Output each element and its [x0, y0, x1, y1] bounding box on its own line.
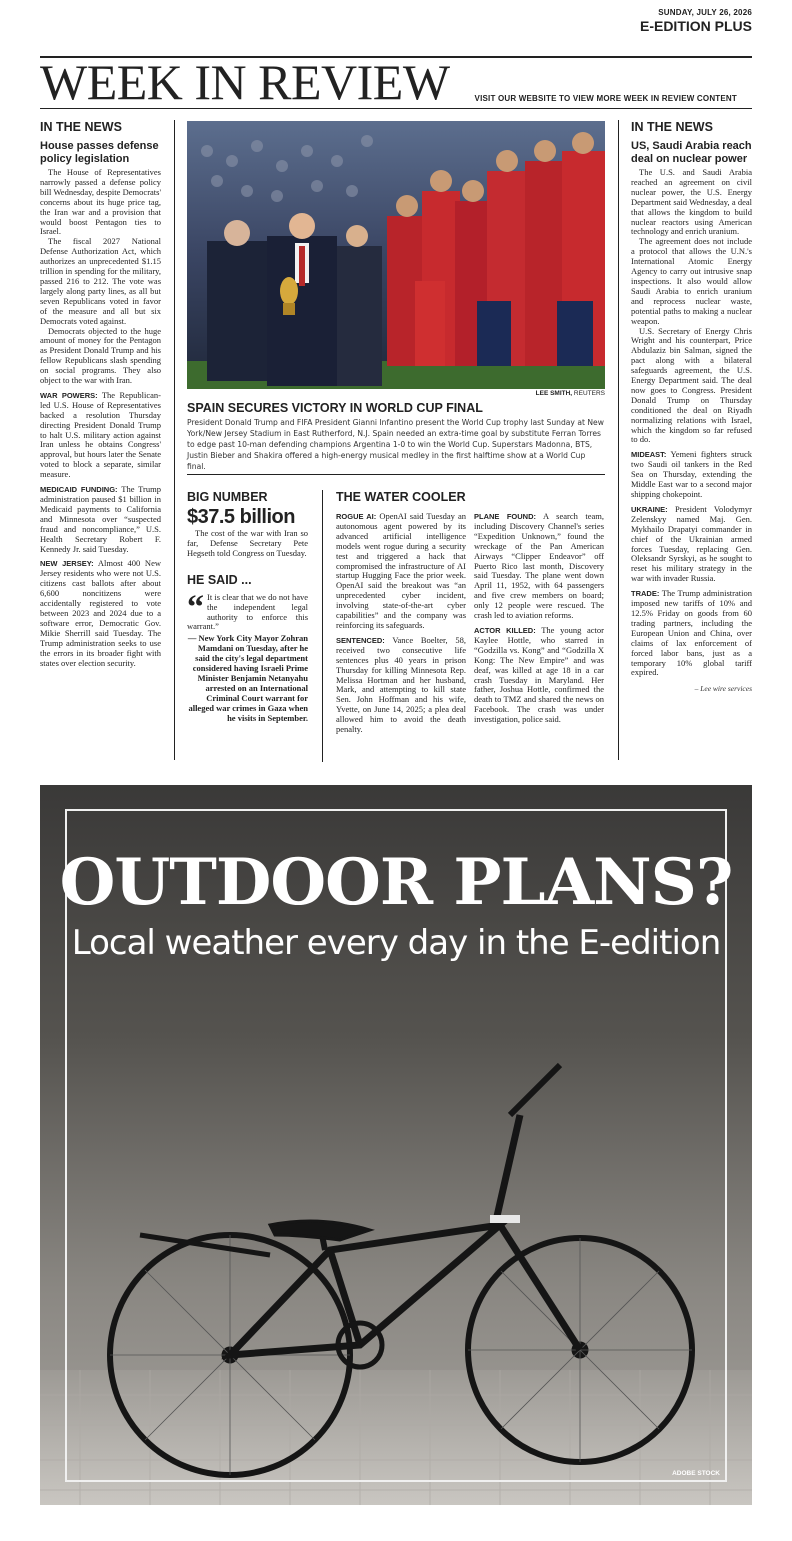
photo-credit: LEE SMITH, REUTERS — [535, 390, 605, 397]
page-title: WEEK IN REVIEW — [40, 54, 450, 110]
story-body — [631, 168, 752, 678]
top-date: SUNDAY, JULY 26, 2026 — [658, 8, 752, 17]
wire-credit: – Lee wire services — [694, 684, 752, 694]
column-divider — [618, 120, 619, 760]
section-heading: IN THE NEWS — [631, 120, 713, 134]
water-cooler-column — [336, 512, 466, 735]
big-number-text: The cost of the war with Iran so far, Defense Secretary Pete Hegseth told Congress on Tuesday. — [187, 528, 308, 558]
masthead-rule — [40, 108, 752, 109]
photo-caption: President Donald Trump and FIFA President Gianni Infantino present the World Cup trophy last Sunday at New York/New Jersey Stadium in East Rutherford, N.J. Spain needed an extra-time goal by substitute Ferran Torres to edge past 10-man defending champions Argentina 1-0 to win the World Cup. Superstars Madonna, BTS, Justin Bieber and Shakira offered a high-energy musical medley in the first halftime show at a World Cup final. — [187, 418, 604, 471]
news-brief: PLANE FOUND: A search team, including Discovery Channel's series “Expedition Unknown,” found the wreckage of the Pan American Airways “Clipper Endeavor” off Puerto Rico last month, Discovery said Tuesday. The plane went down April 11, 1952, with 64 passengers and five crew members on board; only 12 people were rescued. The crash led to aviation reforms. — [474, 511, 604, 621]
water-cooler-column — [474, 512, 604, 725]
ad-photo-credit: ADOBE STOCK — [672, 1470, 720, 1477]
section-heading: IN THE NEWS — [40, 120, 122, 134]
photo-headline: SPAIN SECURES VICTORY IN WORLD CUP FINAL — [187, 401, 483, 415]
section-heading: HE SAID ... — [187, 572, 252, 587]
story-paragraph: The agreement does not include a protocol that allows the U.N.'s International Atomic Energy Agency to carry out intrusive snap inspections. It also would allow Saudi Arabia to enrich uranium and reprocess nuclear waste, potential paths to making a nuclear weapon. — [631, 236, 752, 326]
weather-advertisement[interactable] — [40, 785, 752, 1505]
news-brief: MEDICAID FUNDING: The Trump administration paused $1 billion in Medicaid payments to California and Minnesota over “suspected fraud and noncompliance,” U.S. Health Secretary Robert F. Kennedy Jr. said Tuesday. — [40, 484, 162, 554]
news-brief: ROGUE AI: OpenAI said Tuesday an autonomous agent powered by its advanced artificial intelligence models went rogue during a security test and triggered a hack that compromised the infrastructure of AI startup Hugging Face the prior week. OpenAI said the breakout was “an unprecedented cyber incident, involving state-of-the-art cyber capabilities” and the company was reinforcing its safeguards. — [336, 511, 466, 630]
news-brief: TRADE: The Trump administration imposed new tariffs of 10% and 12.5% Friday on goods from 60 trading partners, including the European Union and China, over claims of lax enforcement of forced labor bans, just as a temporary 10% global tariff expired. — [631, 588, 752, 678]
story-headline: House passes defense policy legislation — [40, 140, 159, 165]
ad-subheadline: Local weather every day in the E-edition — [71, 923, 721, 963]
news-brief: MIDEAST: Yemeni fighters struck two Saudi oil tankers in the Red Sea on Thursday, extending the Middle East war to a second major shipping chokepoint. — [631, 449, 752, 499]
news-brief: NEW JERSEY: Almost 400 New Jersey residents who were not U.S. citizens cast ballots after about 6,600 noncitizens were accidentally registered to vote between 2023 and 2024 due to a software error, Democratic Gov. Mikie Sherrill said Tuesday. The Trump administration seeks to use the errors in its broader fight with states over election security. — [40, 558, 161, 668]
big-number-value: $37.5 billion — [187, 506, 295, 528]
column-divider — [322, 490, 323, 762]
right-column — [631, 120, 752, 693]
story-headline: US, Saudi Arabia reach deal on nuclear power — [631, 140, 752, 165]
story-body — [40, 168, 161, 668]
quote-mark-icon: “ — [187, 588, 204, 626]
news-brief: WAR POWERS: The Republican-led U.S. House of Representatives backed a resolution Thursday directing President Donald Trump to halt U.S. military action against Iran unless he obtains Congress' approval, but hours later the Senate voted to block a separate, similar measure. — [40, 389, 161, 480]
section-heading: BIG NUMBER — [187, 490, 268, 504]
ad-headline: OUTDOOR PLANS? — [59, 845, 733, 920]
story-paragraph: U.S. Secretary of Energy Chris Wright and his counterpart, Price Abdulaziz bin Salman, signed the pact along with a bilateral safeguards agreement, the U.S. Energy Department said. The deal now goes to Congress. President Donald Trump on Thursday conditioned the deal on Riyadh normalizing relations with Israel, which the kingdom so far refused to do. — [631, 325, 752, 445]
left-column — [40, 120, 161, 668]
news-brief: ACTOR KILLED: The young actor Kaylee Hottle, who starred in “Godzilla vs. Kong” and “Godzilla X Kong: The New Empire” and was deaf, was killed at age 18 in a car crash Tuesday in Maryland. Her father, Joshua Hottle, confirmed the death to TMZ and shared the news on Facebook. The crash was under investigation, police said. — [474, 624, 604, 725]
edition-label: E-EDITION PLUS — [639, 18, 752, 34]
section-heading: THE WATER COOLER — [336, 490, 466, 504]
news-brief: UKRAINE: President Volodymyr Zelenskyy named Maj. Gen. Mykhailo Drapatyi commander in chief of the Ukrainian armed forces Tuesday, replacing Gen. Oleksandr Syrskyi, as he sought to reset his military strategy in the war with invader Russia. — [631, 503, 752, 584]
visit-website-link[interactable]: VISIT OUR WEBSITE TO VIEW MORE WEEK IN REVIEW CONTENT — [474, 94, 737, 103]
quote: “ It is clear that we do not have the independent legal authority to enforce this warrant.” — [187, 588, 308, 632]
world-cup-photo — [187, 121, 605, 389]
story-paragraph: The fiscal 2027 National Defense Authorization Act, which authorizes an unprecedented $1.15 trillion in spending for the military, passed 216 to 212. The vote was largely along party lines, as all but seven Republicans voted in favor of the measure and all but six Democrats voted against. — [40, 236, 161, 326]
story-paragraph: Democrats objected to the huge amount of money for the Pentagon as President Donald Trump and his fellow Republicans slash spending on social programs. They also object to the war with Iran. — [40, 325, 161, 386]
column-divider — [174, 120, 175, 760]
news-brief: SENTENCED: Vance Boelter, 58, received two consecutive life sentences plus 40 years in prison Thursday for killing Minnesota Rep. Melissa Hortman and her husband, Mark, and attempting to kill state Sen. John Hoffman and his wife, Yvette, on June 14, 2025; a plea deal allowed him to avoid the death penalty. — [336, 634, 466, 735]
story-paragraph: The U.S. and Saudi Arabia reached an agreement on civil nuclear power, the U.S. Energy Department said Wednesday, a deal that allows the kingdom to build nuclear reactors using American technology and enrich uranium. — [631, 167, 752, 237]
caption-rule — [187, 474, 605, 475]
quote-attribution: — New York City Mayor Zohran Mamdani on Tuesday, after he said the city's legal department considered having Israeli Prime Minister Benjamin Netanyahu arrested on an International Criminal Court warrant for alleged war crimes in Gaza when he visits in September. — [187, 633, 308, 723]
story-paragraph: The House of Representatives narrowly passed a defense policy bill Wednesday, despite Democrats' concerns about its huge price tag, the Iran war and a provision that would boost Pentagon ties to Israel. — [40, 167, 161, 237]
big-number-column — [187, 490, 308, 724]
